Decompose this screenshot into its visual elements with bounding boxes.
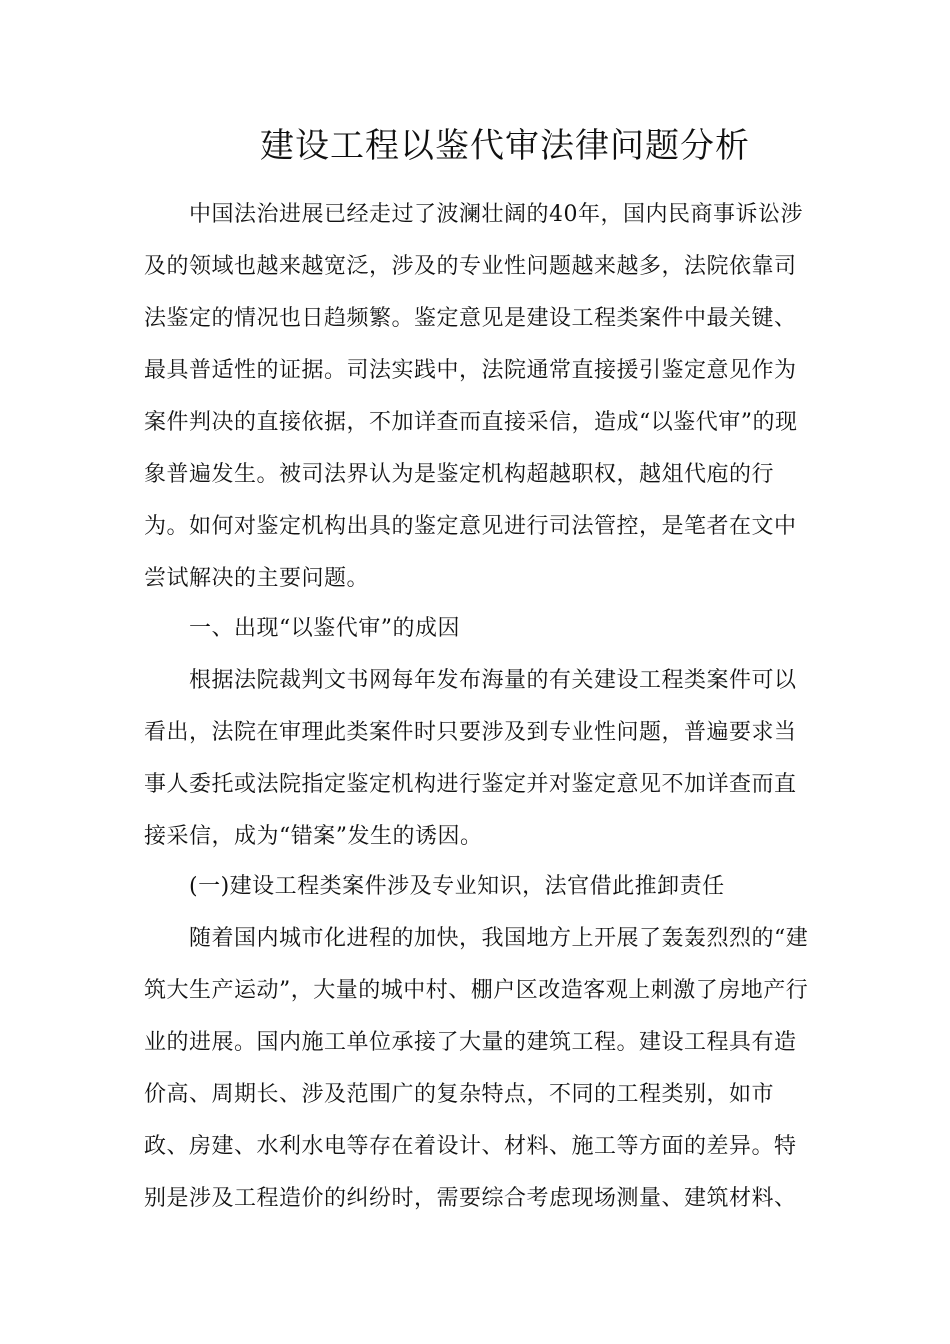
paragraph-1-line-1: 中国法治进展已经走过了波澜壮阔的40年，国内民商事诉讼涉 — [189, 202, 803, 227]
paragraph-3-line-6: 别是涉及工程造价的纠纷时，需要综合考虑现场测量、建筑材料、 — [144, 1186, 797, 1211]
paragraph-1-line-5: 案件判决的直接依据，不加详查而直接采信，造成“以鉴代审”的现 — [144, 410, 798, 435]
paragraph-3-line-1: 随着国内城市化进程的加快，我国地方上开展了轰轰烈烈的“建 — [189, 926, 809, 951]
paragraph-2-line-1: 根据法院裁判文书网每年发布海量的有关建设工程类案件可以 — [189, 668, 797, 693]
paragraph-3-line-4: 价高、周期长、涉及范围广的复杂特点，不同的工程类别，如市 — [144, 1082, 775, 1107]
paragraph-1-line-2: 及的领域也越来越宽泛，涉及的专业性问题越来越多，法院依靠司 — [144, 254, 797, 279]
paragraph-1-line-7: 为。如何对鉴定机构出具的鉴定意见进行司法管控，是笔者在文中 — [144, 514, 797, 539]
paragraph-3-line-2: 筑大生产运动”，大量的城中村、棚户区改造客观上刺激了房地产行 — [144, 978, 809, 1003]
paragraph-2-line-3: 事人委托或法院指定鉴定机构进行鉴定并对鉴定意见不加详查而直 — [144, 772, 797, 797]
paragraph-2-line-4: 接采信，成为“错案”发生的诱因。 — [144, 824, 483, 849]
document-title: 建设工程以鉴代审法律问题分析 — [260, 126, 750, 166]
paragraph-1-line-6: 象普遍发生。被司法界认为是鉴定机构超越职权，越俎代庖的行 — [144, 462, 775, 487]
paragraph-1-line-3: 法鉴定的情况也日趋频繁。鉴定意见是建设工程类案件中最关键、 — [144, 306, 797, 331]
section-heading-1: 一、出现“以鉴代审”的成因 — [189, 616, 460, 641]
paragraph-1-line-4: 最具普适性的证据。司法实践中，法院通常直接援引鉴定意见作为 — [144, 358, 797, 383]
paragraph-3-line-5: 政、房建、水利水电等存在着设计、材料、施工等方面的差异。特 — [144, 1134, 797, 1159]
paragraph-2-line-2: 看出，法院在审理此类案件时只要涉及到专业性问题，普遍要求当 — [144, 720, 797, 745]
paragraph-1-line-8: 尝试解决的主要问题。 — [144, 566, 370, 591]
paragraph-3-line-3: 业的进展。国内施工单位承接了大量的建筑工程。建设工程具有造 — [144, 1030, 797, 1055]
subsection-heading-1: (一)建设工程类案件涉及专业知识，法官借此推卸责任 — [189, 874, 725, 899]
